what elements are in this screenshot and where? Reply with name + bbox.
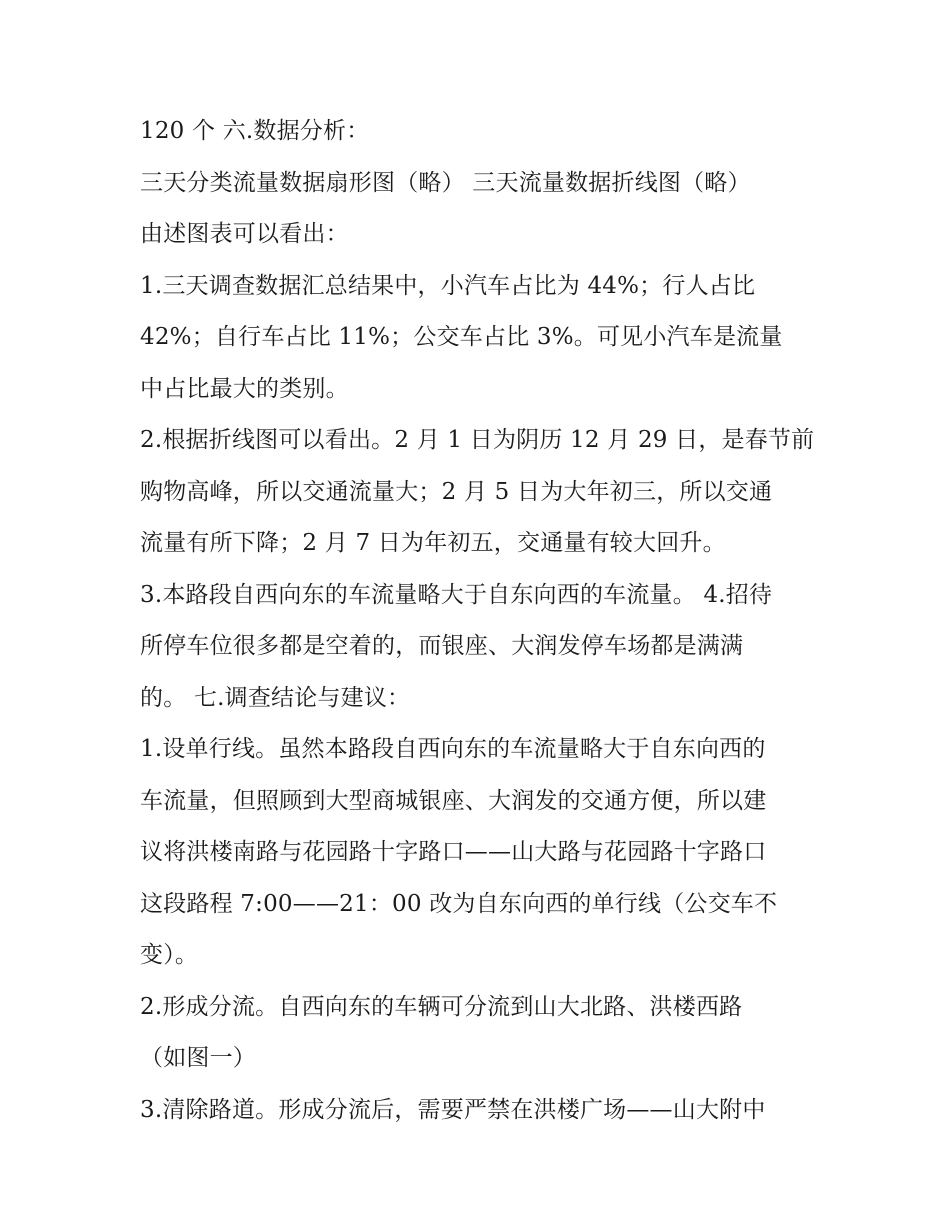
text-line: 流量有所下降；2 月 7 日为年初五，交通量有较大回升。: [140, 530, 726, 556]
text-line: 由述图表可以看出：: [140, 221, 349, 247]
text-line: 议将洪楼南路与花园路十字路口——山大路与花园路十字路口: [140, 839, 767, 865]
text-line: 的。 七.调查结论与建议：: [140, 684, 411, 711]
text-line: 120 个 六.数据分析：: [140, 118, 370, 144]
text-line: 3.清除路道。形成分流后，需要严禁在洪楼广场——山大附中: [140, 1096, 766, 1123]
text-line: 2.形成分流。自西向东的车辆可分流到山大北路、洪楼西路: [140, 993, 743, 1020]
text-line: 1.三天调查数据汇总结果中，小汽车占比为 44%；行人占比: [140, 272, 756, 299]
text-line: 这段路程 7:00——21：00 改为自东向西的单行线（公交车不: [140, 890, 778, 917]
text-line: 购物高峰，所以交通流量大；2 月 5 日为大年初三，所以交通: [140, 478, 773, 505]
text-line: 3.本路段自西向东的车流量略大于自东向西的车流量。 4.招待: [140, 581, 773, 608]
document-body: [140, 106, 820, 1136]
text-line: 车流量，但照顾到大型商城银座、大润发的交通方便，所以建: [140, 787, 767, 814]
text-line: 三天分类流量数据扇形图（略） 三天流量数据折线图（略）: [140, 169, 751, 196]
text-line: （如图一）: [140, 1045, 256, 1071]
text-line: 2.根据折线图可以看出。2 月 1 日为阴历 12 月 29 日，是春节前: [140, 427, 815, 453]
text-line: 42%；自行车占比 11%；公交车占比 3%。可见小汽车是流量: [140, 324, 783, 350]
text-line: 1.设单行线。虽然本路段自西向东的车流量略大于自东向西的: [140, 736, 766, 762]
text-line: 中占比最大的类别。: [140, 375, 349, 402]
text-line: 变）。: [140, 942, 199, 968]
text-line: 所停车位很多都是空着的，而银座、大润发停车场都是满满: [140, 633, 744, 659]
